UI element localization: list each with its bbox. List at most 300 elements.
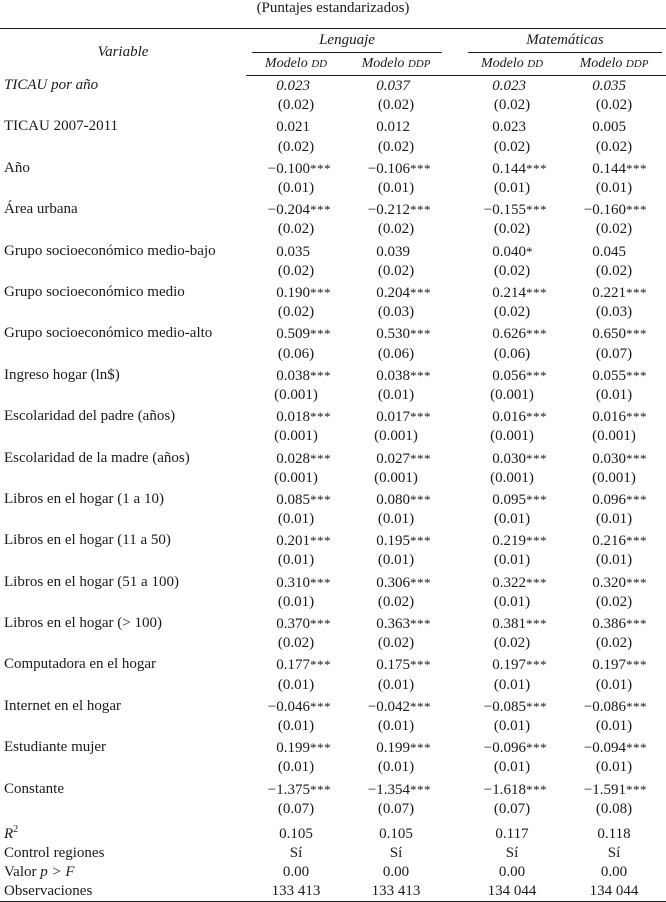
- significance-stars: ***: [310, 367, 331, 383]
- coefficient-cell: [346, 198, 446, 220]
- significance-stars: ***: [410, 160, 431, 176]
- footer-label: $R^2$: [4, 824, 19, 843]
- coefficient-value: 0.055: [592, 367, 627, 384]
- significance-stars: ***: [626, 450, 648, 466]
- coefficient-cell: [346, 736, 446, 758]
- coefficient-value: 0.381: [492, 616, 527, 633]
- coefficient-cell: [562, 695, 666, 717]
- coefficient-value: −0.094: [583, 740, 627, 757]
- coefficient-cell: [246, 405, 346, 427]
- coefficient-cell: [346, 612, 446, 634]
- std-error-cell: (0.01): [277, 593, 315, 610]
- std-error-cell: (0.01): [595, 179, 633, 196]
- coefficient-cell: [462, 778, 562, 800]
- table-body: [0, 76, 666, 902]
- coefficient-cell: [246, 653, 346, 675]
- significance-stars: ***: [626, 698, 648, 714]
- std-error-cell: (0.01): [493, 552, 531, 569]
- significance-stars: ***: [526, 740, 548, 756]
- table-row: [0, 488, 666, 510]
- coefficient-cell: [462, 364, 562, 386]
- coefficient-value: 0.040: [492, 243, 527, 260]
- significance-stars: ***: [410, 326, 431, 342]
- std-error-cell: (0.001): [490, 469, 534, 486]
- significance-stars: ***: [526, 657, 548, 673]
- std-error-cell: (0.02): [377, 97, 415, 114]
- table-row: [0, 198, 666, 220]
- coefficient-value: 0.306: [376, 574, 410, 591]
- significance-stars: ***: [310, 409, 331, 425]
- coefficient-cell: [246, 281, 346, 303]
- std-error-cell: (0.01): [377, 511, 415, 528]
- std-error-cell: (0.01): [595, 386, 633, 403]
- coefficient-cell: [246, 736, 346, 758]
- coefficient-value: 0.509: [276, 326, 310, 343]
- coefficient-value: 0.144: [492, 160, 527, 177]
- std-error-cell: (0.03): [595, 304, 633, 321]
- footer-value: 133 413: [246, 882, 346, 902]
- std-error-cell: (0.02): [377, 262, 415, 279]
- footer-row: [0, 844, 666, 863]
- coefficient-cell: [246, 529, 346, 551]
- coefficient-cell: [346, 115, 446, 137]
- coefficient-value: 0.199: [376, 740, 410, 757]
- std-error-cell: (0.02): [277, 304, 315, 321]
- table-row: [0, 695, 666, 717]
- significance-stars: ***: [310, 616, 331, 632]
- lenguaje-group-header: Lenguaje: [246, 29, 446, 54]
- footer-value: 134 044: [562, 882, 666, 902]
- significance-stars: ***: [626, 409, 648, 425]
- matematicas-group-header: Matemáticas: [462, 29, 666, 54]
- significance-stars: ***: [310, 284, 331, 300]
- coefficient-value: 0.012: [376, 119, 410, 136]
- row-label: Internet en el hogar: [4, 697, 122, 714]
- table-row: [0, 405, 666, 427]
- table-row: [0, 447, 666, 469]
- coefficient-cell: [246, 322, 346, 344]
- significance-stars: ***: [410, 781, 431, 797]
- coefficient-cell: [462, 76, 562, 97]
- coefficient-cell: [462, 612, 562, 634]
- coefficient-cell: [246, 240, 346, 262]
- significance-stars: ***: [310, 533, 331, 549]
- coefficient-cell: [562, 322, 666, 344]
- coefficient-value: 0.023: [492, 78, 527, 94]
- std-error-cell: (0.01): [377, 759, 415, 776]
- coefficient-value: 0.626: [492, 326, 527, 343]
- coefficient-value: 0.530: [376, 326, 410, 343]
- coefficient-cell: [246, 695, 346, 717]
- model-header-matematicas-dd: Modelo DD: [462, 53, 562, 76]
- coefficient-value: 0.195: [376, 533, 410, 550]
- coefficient-value: 0.035: [276, 243, 310, 260]
- coefficient-cell: [346, 695, 446, 717]
- significance-stars: ***: [626, 367, 648, 383]
- std-error-cell: (0.02): [277, 97, 315, 114]
- coefficient-value: 0.017: [376, 409, 410, 426]
- significance-stars: ***: [410, 698, 431, 714]
- coefficient-cell: [346, 405, 446, 427]
- significance-stars: ***: [410, 740, 431, 756]
- footer-value: Sí: [505, 845, 519, 862]
- footer-value: 0.105: [279, 826, 313, 843]
- coefficient-value: 0.030: [492, 450, 527, 467]
- coefficient-cell: [246, 447, 346, 469]
- coefficient-cell: [346, 653, 446, 675]
- std-error-cell: (0.01): [277, 718, 315, 735]
- std-error-cell: (0.02): [493, 97, 531, 114]
- std-error-cell: (0.01): [493, 759, 531, 776]
- coefficient-cell: [562, 115, 666, 137]
- std-error-cell: (0.02): [493, 635, 531, 652]
- coefficient-value: −0.204: [267, 202, 310, 219]
- coefficient-value: 0.005: [592, 119, 627, 136]
- std-error-cell: (0.02): [277, 635, 315, 652]
- coefficient-cell: [346, 157, 446, 179]
- table-row: [0, 778, 666, 800]
- coefficient-value: 0.039: [376, 243, 410, 260]
- coefficient-cell: [462, 281, 562, 303]
- significance-stars: ***: [410, 657, 431, 673]
- coefficient-cell: [346, 76, 446, 97]
- std-error-cell: (0.02): [277, 262, 315, 279]
- coefficient-cell: [246, 778, 346, 800]
- std-error-cell: (0.02): [493, 221, 531, 238]
- significance-stars: ***: [526, 616, 548, 632]
- std-error-cell: (0.01): [277, 552, 315, 569]
- coefficient-value: −0.085: [483, 698, 527, 715]
- coefficient-value: 0.035: [592, 78, 627, 94]
- std-error-cell: (0.02): [595, 635, 633, 652]
- coefficient-cell: [346, 240, 446, 262]
- significance-stars: ***: [526, 698, 548, 714]
- coefficient-cell: [562, 240, 666, 262]
- footer-value: Sí: [607, 845, 621, 862]
- significance-stars: ***: [410, 491, 431, 507]
- significance-stars: ***: [410, 284, 431, 300]
- regression-table: [0, 28, 666, 902]
- std-error-cell: (0.02): [277, 221, 315, 238]
- coefficient-cell: [562, 529, 666, 551]
- significance-stars: ***: [310, 574, 331, 590]
- std-error-cell: (0.02): [377, 138, 415, 155]
- std-error-cell: (0.001): [374, 428, 418, 445]
- coefficient-cell: [562, 76, 666, 97]
- row-label: Año: [4, 159, 30, 176]
- coefficient-value: 0.018: [276, 409, 310, 426]
- row-label: Grupo socioeconómico medio-alto: [4, 325, 213, 342]
- row-label: Grupo socioeconómico medio: [4, 283, 185, 300]
- coefficient-value: 0.216: [592, 533, 627, 550]
- row-label: Libros en el hogar (11 a 50): [4, 532, 171, 549]
- row-label: TICAU 2007-2011: [4, 118, 119, 135]
- significance-stars: ***: [310, 698, 331, 714]
- std-error-cell: (0.01): [377, 676, 415, 693]
- std-error-cell: (0.01): [493, 593, 531, 610]
- coefficient-value: 0.322: [492, 574, 527, 591]
- std-error-cell: (0.02): [595, 97, 633, 114]
- significance-stars: ***: [410, 367, 431, 383]
- std-error-cell: (0.01): [595, 759, 633, 776]
- std-error-cell: (0.06): [377, 345, 415, 362]
- variable-column-header: Variable: [0, 29, 246, 76]
- coefficient-cell: [562, 571, 666, 593]
- std-error-cell: (0.01): [277, 179, 315, 196]
- row-label: Estudiante mujer: [4, 739, 107, 756]
- std-error-cell: (0.03): [377, 304, 415, 321]
- significance-stars: ***: [626, 160, 648, 176]
- table-row: [0, 736, 666, 758]
- table-row: [0, 115, 666, 137]
- coefficient-cell: [246, 115, 346, 137]
- significance-stars: ***: [526, 533, 548, 549]
- coefficient-value: 0.038: [376, 367, 410, 384]
- coefficient-cell: [346, 322, 446, 344]
- std-error-cell: (0.02): [377, 593, 415, 610]
- std-error-cell: (0.06): [493, 345, 531, 362]
- footer-value: 0.00: [282, 864, 310, 881]
- coefficient-value: 0.045: [592, 243, 627, 260]
- significance-stars: ***: [626, 574, 648, 590]
- table-row: [0, 653, 666, 675]
- coefficient-cell: [462, 405, 562, 427]
- significance-stars: ***: [526, 409, 548, 425]
- std-error-cell: (0.02): [595, 138, 633, 155]
- footer-row: [0, 882, 666, 902]
- row-label: Grupo socioeconómico medio-bajo: [4, 242, 216, 259]
- row-label: Constante: [4, 780, 64, 797]
- coefficient-cell: [562, 364, 666, 386]
- coefficient-value: 0.096: [592, 491, 627, 508]
- std-error-cell: (0.02): [377, 635, 415, 652]
- row-label: Escolaridad del padre (años): [4, 408, 176, 425]
- significance-stars: ***: [526, 491, 548, 507]
- model-header-lenguaje-dd: Modelo DD: [246, 53, 346, 76]
- coefficient-cell: [562, 198, 666, 220]
- std-error-cell: (0.01): [595, 511, 633, 528]
- significance-stars: ***: [526, 781, 548, 797]
- coefficient-cell: [462, 157, 562, 179]
- std-error-cell: (0.02): [595, 221, 633, 238]
- std-error-cell: (0.07): [277, 800, 315, 817]
- model-header-matematicas-ddp: Modelo DDP: [562, 53, 666, 76]
- row-label: Área urbana: [4, 201, 78, 218]
- coefficient-value: 0.144: [592, 160, 627, 177]
- coefficient-value: −0.086: [583, 698, 627, 715]
- std-error-cell: (0.001): [374, 469, 418, 486]
- significance-stars: ***: [310, 657, 331, 673]
- coefficient-value: 0.219: [492, 533, 527, 550]
- significance-stars: ***: [410, 409, 431, 425]
- std-error-cell: (0.01): [493, 676, 531, 693]
- coefficient-value: 0.197: [492, 657, 527, 674]
- std-error-cell: (0.01): [595, 552, 633, 569]
- coefficient-cell: [346, 529, 446, 551]
- significance-stars: ***: [626, 326, 648, 342]
- std-error-cell: (0.01): [493, 511, 531, 528]
- significance-stars: ***: [626, 284, 648, 300]
- coefficient-cell: [346, 488, 446, 510]
- coefficient-cell: [562, 281, 666, 303]
- std-error-cell: (0.01): [493, 718, 531, 735]
- significance-stars: ***: [310, 450, 331, 466]
- coefficient-cell: [462, 653, 562, 675]
- coefficient-cell: [462, 447, 562, 469]
- std-error-cell: (0.02): [493, 304, 531, 321]
- coefficient-cell: [562, 447, 666, 469]
- coefficient-cell: [562, 736, 666, 758]
- footer-row: [0, 819, 666, 844]
- coefficient-cell: [246, 571, 346, 593]
- coefficient-value: −1.618: [483, 781, 527, 798]
- coefficient-cell: [462, 571, 562, 593]
- table-row: [0, 157, 666, 179]
- coefficient-value: 0.016: [492, 409, 527, 426]
- table-row: [0, 76, 666, 97]
- significance-stars: ***: [410, 533, 431, 549]
- std-error-cell: (0.02): [277, 138, 315, 155]
- significance-stars: ***: [626, 740, 648, 756]
- std-error-cell: (0.02): [493, 262, 531, 279]
- std-error-cell: (0.01): [277, 511, 315, 528]
- std-error-cell: (0.01): [377, 179, 415, 196]
- significance-stars: ***: [410, 574, 431, 590]
- coefficient-value: 0.204: [376, 284, 410, 301]
- coefficient-value: 0.023: [276, 78, 310, 94]
- footer-label: Observaciones: [0, 882, 246, 902]
- std-error-cell: (0.07): [493, 800, 531, 817]
- coefficient-value: −1.591: [583, 781, 627, 798]
- coefficient-value: 0.023: [492, 119, 527, 136]
- coefficient-value: 0.650: [592, 326, 627, 343]
- coefficient-cell: [346, 447, 446, 469]
- std-error-cell: (0.01): [595, 718, 633, 735]
- footer-row: [0, 863, 666, 882]
- table-row: [0, 364, 666, 386]
- significance-stars: *: [526, 243, 534, 259]
- std-error-cell: (0.02): [595, 593, 633, 610]
- coefficient-value: 0.038: [276, 367, 310, 384]
- footer-label: Valor p > F: [4, 864, 75, 881]
- row-label: Computadora en el hogar: [4, 656, 157, 673]
- row-label: Escolaridad de la madre (años): [4, 449, 190, 466]
- coefficient-cell: [462, 529, 562, 551]
- std-error-cell: (0.001): [592, 469, 636, 486]
- coefficient-cell: [246, 76, 346, 97]
- coefficient-value: 0.095: [492, 491, 527, 508]
- std-error-cell: (0.01): [493, 179, 531, 196]
- std-error-cell: (0.001): [490, 428, 534, 445]
- significance-stars: ***: [526, 202, 548, 218]
- coefficient-value: 0.027: [376, 450, 410, 467]
- significance-stars: ***: [310, 491, 331, 507]
- coefficient-cell: [562, 653, 666, 675]
- std-error-cell: (0.08): [595, 800, 633, 817]
- significance-stars: ***: [626, 533, 648, 549]
- coefficient-value: 0.190: [276, 284, 310, 301]
- significance-stars: ***: [410, 450, 431, 466]
- coefficient-value: 0.197: [592, 657, 627, 674]
- footer-value: 0.117: [495, 826, 529, 843]
- coefficient-cell: [346, 281, 446, 303]
- coefficient-value: 0.056: [492, 367, 527, 384]
- std-error-cell: (0.001): [274, 386, 318, 403]
- table-caption: (Puntajes estandarizados): [256, 0, 410, 16]
- row-label: Ingreso hogar (ln$): [4, 366, 120, 383]
- row-label: TICAU por año: [4, 76, 99, 93]
- coefficient-cell: [462, 115, 562, 137]
- std-error-cell: (0.001): [490, 386, 534, 403]
- significance-stars: ***: [526, 574, 548, 590]
- coefficient-cell: [562, 612, 666, 634]
- std-error-cell: (0.07): [377, 800, 415, 817]
- coefficient-value: 0.370: [276, 616, 310, 633]
- table-row: [0, 571, 666, 593]
- coefficient-cell: [246, 198, 346, 220]
- significance-stars: ***: [310, 326, 331, 342]
- footer-value: 134 044: [462, 882, 562, 902]
- coefficient-cell: [562, 488, 666, 510]
- coefficient-cell: [462, 240, 562, 262]
- coefficient-value: 0.214: [492, 284, 527, 301]
- std-error-cell: (0.001): [274, 428, 318, 445]
- significance-stars: ***: [626, 491, 648, 507]
- significance-stars: ***: [526, 326, 548, 342]
- coefficient-value: 0.175: [376, 657, 410, 674]
- std-error-cell: (0.01): [595, 676, 633, 693]
- coefficient-cell: [562, 778, 666, 800]
- std-error-cell: (0.06): [277, 345, 315, 362]
- footer-value: 0.105: [379, 826, 413, 843]
- coefficient-cell: [346, 778, 446, 800]
- coefficient-value: 0.320: [592, 574, 627, 591]
- coefficient-value: −0.100: [267, 160, 310, 177]
- significance-stars: ***: [626, 616, 648, 632]
- significance-stars: ***: [310, 202, 331, 218]
- std-error-cell: (0.07): [595, 345, 633, 362]
- significance-stars: ***: [310, 781, 331, 797]
- model-header-lenguaje-ddp: Modelo DDP: [346, 53, 446, 76]
- coefficient-value: 0.363: [376, 616, 410, 633]
- coefficient-cell: [346, 571, 446, 593]
- coefficient-value: 0.199: [276, 740, 310, 757]
- row-label: Libros en el hogar (51 a 100): [4, 573, 179, 590]
- coefficient-cell: [246, 612, 346, 634]
- significance-stars: ***: [410, 616, 431, 632]
- significance-stars: ***: [526, 284, 548, 300]
- significance-stars: ***: [626, 202, 648, 218]
- significance-stars: ***: [526, 160, 548, 176]
- coefficient-value: 0.386: [592, 616, 627, 633]
- significance-stars: ***: [310, 160, 331, 176]
- std-error-cell: (0.02): [493, 138, 531, 155]
- row-label: Libros en el hogar (> 100): [4, 615, 162, 632]
- coefficient-value: 0.080: [376, 491, 410, 508]
- std-error-cell: (0.01): [377, 386, 415, 403]
- coefficient-cell: [246, 157, 346, 179]
- coefficient-value: 0.310: [276, 574, 310, 591]
- coefficient-cell: [462, 198, 562, 220]
- coefficient-value: −0.212: [367, 202, 410, 219]
- coefficient-value: 0.221: [592, 284, 627, 301]
- significance-stars: ***: [526, 450, 548, 466]
- coefficient-value: −1.354: [367, 781, 410, 798]
- footer-value: Sí: [289, 845, 303, 862]
- coefficient-value: 0.037: [376, 78, 410, 94]
- table-row: [0, 281, 666, 303]
- footer-value: 0.118: [597, 826, 631, 843]
